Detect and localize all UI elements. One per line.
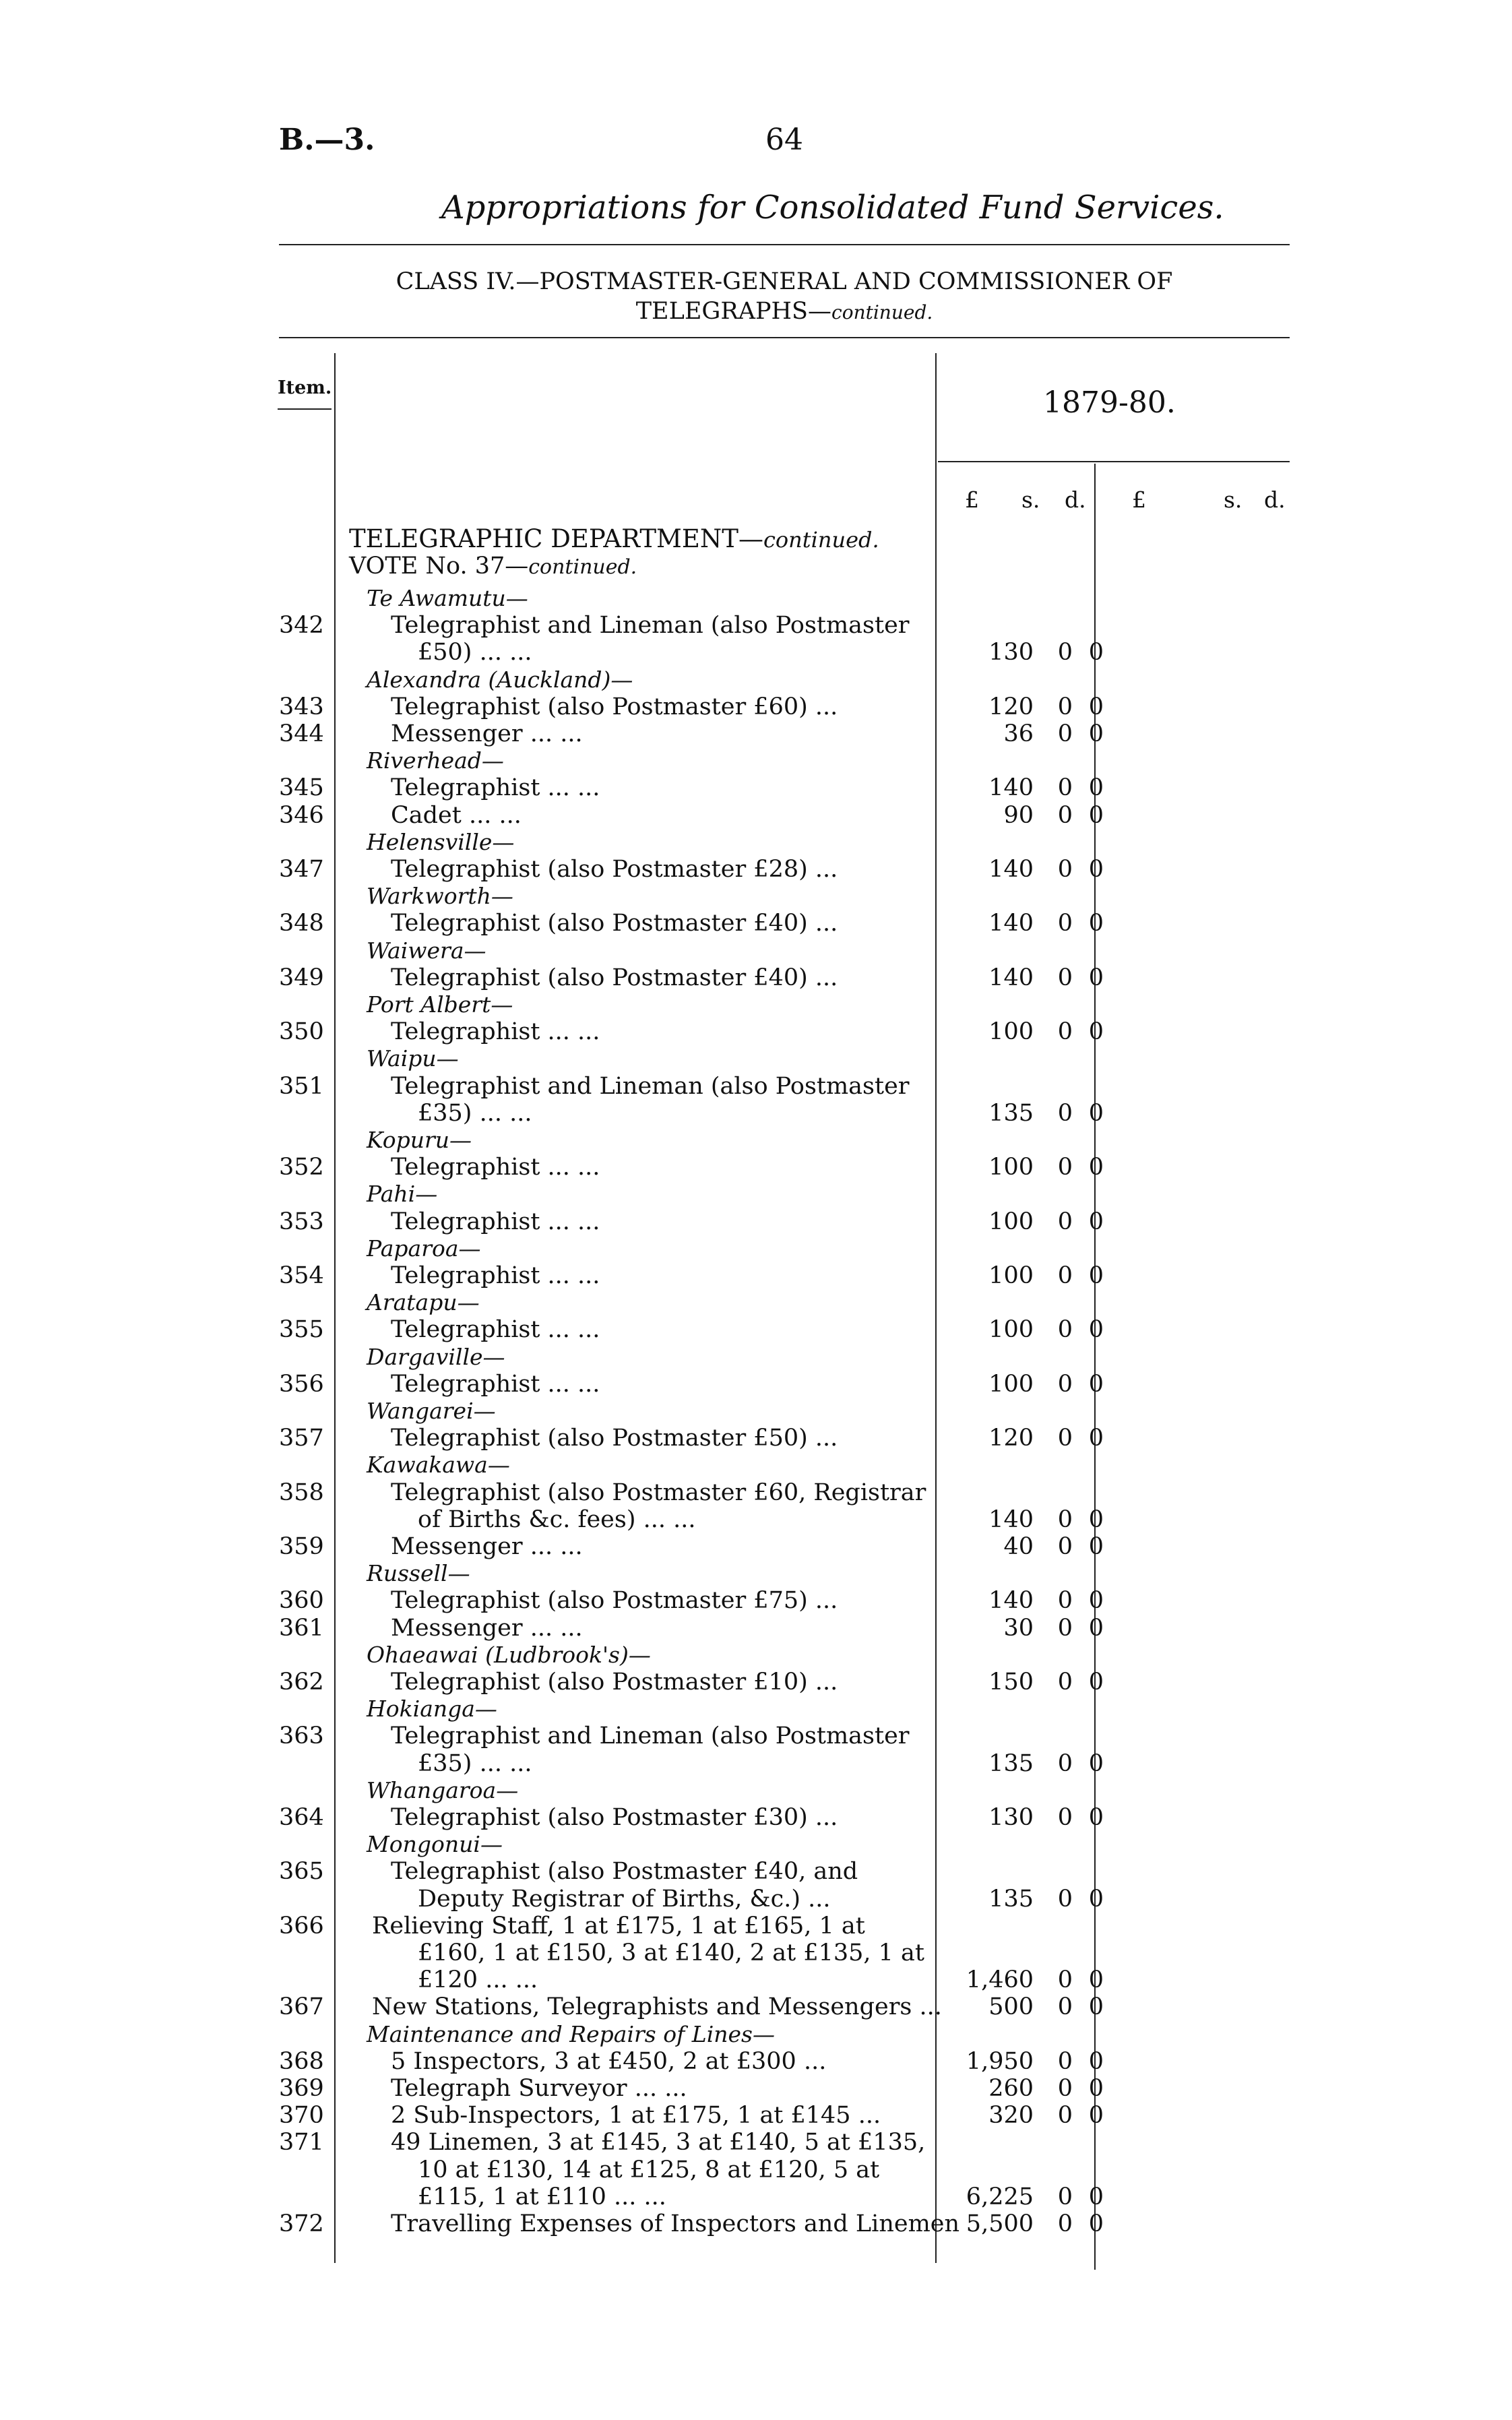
item-amount xyxy=(941,1750,1104,1777)
item-column-header: Item. xyxy=(278,377,332,398)
amount-pence: 0 xyxy=(1088,2075,1104,2102)
item-description: 10 at £130, 14 at £125, 8 at £120, 5 at xyxy=(418,2156,880,2183)
item-number: 344 xyxy=(279,720,324,747)
item-amount xyxy=(941,1154,1104,1181)
item-description: Telegraphist and Lineman (also Postmaster xyxy=(391,612,910,640)
location-heading: Alexandra (Auckland)— xyxy=(367,666,633,693)
year-header: 1879-80. xyxy=(1043,385,1176,420)
item-description: Telegraphist (also Postmaster £40) ... xyxy=(391,910,838,937)
amount-pounds: 100 xyxy=(988,1370,1034,1398)
amount-shillings: 0 xyxy=(1057,1966,1073,1994)
item-number: 365 xyxy=(279,1858,324,1886)
amount-pence: 0 xyxy=(1088,2047,1104,2075)
item-description: £35) ... ... xyxy=(418,1099,532,1127)
item-amount xyxy=(941,1587,1104,1614)
location-heading: Whangaroa— xyxy=(367,1776,519,1803)
item-number: 350 xyxy=(279,1018,324,1046)
amount-pence: 0 xyxy=(1088,693,1104,720)
amount-shillings: 0 xyxy=(1057,2047,1073,2075)
item-description: Telegraphist (also Postmaster £40, and xyxy=(391,1858,858,1886)
amount-shillings: 0 xyxy=(1057,720,1073,747)
vote-heading-main: VOTE No. 37— xyxy=(349,553,529,580)
amount-shillings: 0 xyxy=(1057,1099,1073,1127)
item-number: 351 xyxy=(279,1072,324,1100)
item-description: Telegraphist (also Postmaster £30) ... xyxy=(391,1804,838,1831)
location-heading: Riverhead— xyxy=(367,747,504,774)
amount-pounds: 135 xyxy=(988,1099,1034,1127)
item-description: Messenger ... ... xyxy=(391,720,583,747)
location-heading: Wangarei— xyxy=(367,1398,496,1424)
item-description: Telegraphist ... ... xyxy=(391,1208,600,1235)
amount-shillings: 0 xyxy=(1057,693,1073,720)
amount-pence: 0 xyxy=(1088,1533,1104,1560)
amount-shillings: 0 xyxy=(1057,1262,1073,1289)
item-description: Cadet ... ... xyxy=(391,801,522,829)
item-amount xyxy=(941,910,1104,937)
amount-pence: 0 xyxy=(1088,1262,1104,1289)
location-heading: Waipu— xyxy=(367,1045,459,1072)
title-rule xyxy=(279,244,1290,245)
item-number: 362 xyxy=(279,1669,324,1696)
item-amount xyxy=(941,1018,1104,1045)
location-heading: Maintenance and Repairs of Lines— xyxy=(367,2020,775,2047)
item-description: Telegraphist ... ... xyxy=(391,1018,600,1046)
amount-pounds: 90 xyxy=(1003,801,1034,829)
item-amount xyxy=(941,1615,1104,1642)
location-heading: Pahi— xyxy=(367,1181,438,1208)
amount-pence: 0 xyxy=(1088,964,1104,991)
amount-shillings: 0 xyxy=(1057,1425,1073,1452)
item-number: 364 xyxy=(279,1804,324,1831)
item-amount xyxy=(941,964,1104,991)
location-heading: Hokianga— xyxy=(367,1696,497,1723)
item-number: 346 xyxy=(279,801,324,829)
item-description: New Stations, Telegraphists and Messengers ... xyxy=(372,1993,942,2021)
item-amount xyxy=(941,1262,1104,1289)
item-amount xyxy=(941,2183,1104,2210)
item-description: Telegraphist ... ... xyxy=(391,1370,600,1398)
amount-shillings: 0 xyxy=(1057,801,1073,829)
item-number: 371 xyxy=(279,2129,324,2157)
amount-shillings: 0 xyxy=(1057,774,1073,802)
amount-pence: 0 xyxy=(1088,1804,1104,1831)
location-heading: Mongonui— xyxy=(367,1831,503,1858)
vote-heading-italic: continued. xyxy=(528,555,637,579)
amount-pounds: 260 xyxy=(988,2075,1034,2102)
amount-pounds: 140 xyxy=(988,1587,1034,1615)
shilling-column-header-2: s. xyxy=(1224,487,1242,513)
amount-shillings: 0 xyxy=(1057,1804,1073,1831)
amount-shillings: 0 xyxy=(1057,2075,1073,2102)
item-description: Telegraphist (also Postmaster £60, Registrar xyxy=(391,1479,926,1506)
location-heading: Russell— xyxy=(367,1560,470,1587)
amount-pence: 0 xyxy=(1088,1316,1104,1344)
item-description: Telegraphist ... ... xyxy=(391,1262,600,1289)
item-amount xyxy=(941,802,1104,829)
amount-pence: 0 xyxy=(1088,2183,1104,2210)
item-number: 356 xyxy=(279,1370,324,1398)
item-number: 347 xyxy=(279,856,324,883)
item-amount xyxy=(941,2075,1104,2102)
location-heading: Paparoa— xyxy=(367,1235,481,1262)
item-description: Relieving Staff, 1 at £175, 1 at £165, 1 at xyxy=(372,1912,865,1940)
department-heading-italic: continued. xyxy=(763,527,879,553)
item-amount xyxy=(941,1371,1104,1398)
item-description: 5 Inspectors, 3 at £450, 2 at £300 ... xyxy=(391,2047,827,2075)
amount-shillings: 0 xyxy=(1057,2102,1073,2130)
item-amount xyxy=(941,1100,1104,1127)
item-number: 366 xyxy=(279,1912,324,1940)
item-description: £115, 1 at £110 ... ... xyxy=(418,2183,666,2210)
item-number: 354 xyxy=(279,1262,324,1289)
item-number: 367 xyxy=(279,1993,324,2021)
amount-shillings: 0 xyxy=(1057,1533,1073,1560)
item-number: 359 xyxy=(279,1533,324,1560)
amount-pounds: 100 xyxy=(988,1208,1034,1235)
item-amount xyxy=(941,1993,1104,2020)
item-number: 358 xyxy=(279,1479,324,1506)
item-amount xyxy=(941,639,1104,666)
item-description: Deputy Registrar of Births, &c.) ... xyxy=(418,1885,831,1913)
amount-pounds: 140 xyxy=(988,774,1034,802)
item-amount xyxy=(941,1669,1104,1696)
class-heading xyxy=(279,267,1290,328)
item-number: 355 xyxy=(279,1316,324,1344)
amount-pence: 0 xyxy=(1088,1370,1104,1398)
vote-heading xyxy=(349,553,637,580)
item-description: Telegraphist ... ... xyxy=(391,774,600,802)
item-amount xyxy=(941,1804,1104,1831)
amount-pence: 0 xyxy=(1088,1099,1104,1127)
amount-pounds: 1,460 xyxy=(966,1966,1034,1994)
amount-pounds: 30 xyxy=(1003,1614,1034,1642)
item-header-underline xyxy=(278,408,332,410)
pence-column-header: d. xyxy=(1065,487,1086,513)
amount-pounds: 40 xyxy=(1003,1533,1034,1560)
location-heading: Te Awamutu— xyxy=(367,585,528,611)
item-description: Telegraphist ... ... xyxy=(391,1154,600,1181)
item-number: 342 xyxy=(279,612,324,640)
item-description: £160, 1 at £150, 3 at £140, 2 at £135, 1 at xyxy=(418,1940,924,1966)
pound-column-header: £ xyxy=(965,487,979,513)
amount-shillings: 0 xyxy=(1057,856,1073,883)
pence-column-header-2: d. xyxy=(1264,487,1286,513)
location-heading: Waiwera— xyxy=(367,937,486,964)
amount-shillings: 0 xyxy=(1057,1749,1073,1777)
amount-shillings: 0 xyxy=(1057,1993,1073,2021)
amount-shillings: 0 xyxy=(1057,639,1073,666)
item-amount xyxy=(941,1208,1104,1235)
description-column-rule xyxy=(935,353,937,2263)
item-description: Telegraphist (also Postmaster £50) ... xyxy=(391,1425,838,1452)
amount-pounds: 100 xyxy=(988,1154,1034,1181)
amount-pence: 0 xyxy=(1088,720,1104,747)
amount-pence: 0 xyxy=(1088,1018,1104,1046)
item-number: 352 xyxy=(279,1154,324,1181)
location-heading: Kawakawa— xyxy=(367,1452,510,1479)
item-description: 49 Linemen, 3 at £145, 3 at £140, 5 at £135, xyxy=(391,2129,926,2157)
item-number: 370 xyxy=(279,2102,324,2130)
document-ref: B.—3. xyxy=(279,123,375,157)
class-heading-line2 xyxy=(279,297,1290,328)
amount-pence: 0 xyxy=(1088,1885,1104,1913)
location-heading: Aratapu— xyxy=(367,1289,480,1316)
item-description: Telegraphist (also Postmaster £40) ... xyxy=(391,964,838,991)
amount-shillings: 0 xyxy=(1057,1885,1073,1913)
item-amount xyxy=(941,1506,1104,1533)
item-amount xyxy=(941,720,1104,747)
amount-pence: 0 xyxy=(1088,801,1104,829)
amount-pounds: 140 xyxy=(988,1506,1034,1533)
item-amount xyxy=(941,1533,1104,1560)
amount-pounds: 140 xyxy=(988,910,1034,937)
amount-shillings: 0 xyxy=(1057,1018,1073,1046)
amount-pounds: 500 xyxy=(988,1993,1034,2021)
item-description: Messenger ... ... xyxy=(391,1614,583,1642)
year-rule xyxy=(938,461,1290,462)
amount-pounds: 140 xyxy=(988,964,1034,991)
item-description: £35) ... ... xyxy=(418,1749,532,1777)
amount-pounds: 6,225 xyxy=(966,2183,1034,2210)
amount-pounds: 1,950 xyxy=(966,2047,1034,2075)
page-number: 64 xyxy=(765,123,803,157)
amount-pence: 0 xyxy=(1088,1614,1104,1642)
item-number: 343 xyxy=(279,693,324,720)
item-number: 357 xyxy=(279,1425,324,1452)
location-heading: Warkworth— xyxy=(367,883,513,910)
class-heading-line2-main: TELEGRAPHS— xyxy=(635,298,832,325)
class-heading-line2-italic: continued. xyxy=(831,301,933,323)
amount-pence: 0 xyxy=(1088,1154,1104,1181)
amount-pounds: 120 xyxy=(988,693,1034,720)
item-column-rule xyxy=(334,353,336,2263)
amount-shillings: 0 xyxy=(1057,2210,1073,2237)
department-heading-main: TELEGRAPHIC DEPARTMENT— xyxy=(349,524,763,553)
amount-pounds: 140 xyxy=(988,856,1034,883)
amount-pence: 0 xyxy=(1088,639,1104,666)
location-heading: Dargaville— xyxy=(367,1343,505,1370)
item-amount xyxy=(941,1316,1104,1343)
amount-pounds: 130 xyxy=(988,1804,1034,1831)
pound-column-header-2: £ xyxy=(1132,487,1146,513)
amount-pence: 0 xyxy=(1088,1506,1104,1533)
department-heading xyxy=(349,524,879,553)
amount-pounds: 100 xyxy=(988,1018,1034,1046)
item-amount xyxy=(941,2048,1104,2075)
amount-shillings: 0 xyxy=(1057,1587,1073,1615)
item-number: 361 xyxy=(279,1614,324,1642)
amount-pounds: 150 xyxy=(988,1669,1034,1696)
item-description: Telegraphist and Lineman (also Postmaster xyxy=(391,1723,910,1750)
item-number: 368 xyxy=(279,2047,324,2075)
item-description: of Births &c. fees) ... ... xyxy=(418,1506,696,1533)
amount-shillings: 0 xyxy=(1057,1370,1073,1398)
item-description: Telegraphist (also Postmaster £10) ... xyxy=(391,1669,838,1696)
item-number: 345 xyxy=(279,774,324,802)
location-heading: Ohaeawai (Ludbrook's)— xyxy=(367,1641,651,1668)
amount-pence: 0 xyxy=(1088,1993,1104,2021)
item-description: Telegraph Surveyor ... ... xyxy=(391,2075,687,2102)
item-amount xyxy=(941,1886,1104,1913)
amount-pounds: 135 xyxy=(988,1749,1034,1777)
amount-pence: 0 xyxy=(1088,856,1104,883)
amount-pence: 0 xyxy=(1088,1749,1104,1777)
amount-pounds: 135 xyxy=(988,1885,1034,1913)
amount-shillings: 0 xyxy=(1057,1614,1073,1642)
amount-shillings: 0 xyxy=(1057,2183,1073,2210)
item-amount xyxy=(941,1966,1104,1993)
amount-pounds: 36 xyxy=(1003,720,1034,747)
amount-pounds: 5,500 xyxy=(966,2210,1034,2237)
class-heading-line1: CLASS IV.—POSTMASTER-GENERAL AND COMMISSIONER OF xyxy=(396,268,1173,295)
amount-pounds: 320 xyxy=(988,2102,1034,2130)
amount-pounds: 130 xyxy=(988,639,1034,666)
amount-shillings: 0 xyxy=(1057,1208,1073,1235)
shilling-column-header: s. xyxy=(1021,487,1040,513)
item-amount xyxy=(941,693,1104,720)
item-description: Telegraphist and Lineman (also Postmaster xyxy=(391,1072,910,1100)
item-description: Telegraphist (also Postmaster £75) ... xyxy=(391,1587,838,1615)
item-description: Telegraphist (also Postmaster £60) ... xyxy=(391,693,838,720)
amount-pence: 0 xyxy=(1088,1208,1104,1235)
item-number: 349 xyxy=(279,964,324,991)
item-number: 369 xyxy=(279,2075,324,2102)
item-amount xyxy=(941,774,1104,801)
item-number: 348 xyxy=(279,910,324,937)
amount-shillings: 0 xyxy=(1057,1316,1073,1344)
item-number: 360 xyxy=(279,1587,324,1615)
item-number: 363 xyxy=(279,1723,324,1750)
amount-shillings: 0 xyxy=(1057,910,1073,937)
item-amount xyxy=(941,1425,1104,1452)
item-amount xyxy=(941,2102,1104,2129)
amount-pence: 0 xyxy=(1088,2210,1104,2237)
location-heading: Kopuru— xyxy=(367,1127,472,1153)
location-heading: Helensville— xyxy=(367,828,515,855)
item-description: Telegraphist ... ... xyxy=(391,1316,600,1344)
amount-pence: 0 xyxy=(1088,2102,1104,2130)
item-description: £120 ... ... xyxy=(418,1966,538,1994)
amount-pence: 0 xyxy=(1088,774,1104,802)
item-description: Telegraphist (also Postmaster £28) ... xyxy=(391,856,838,883)
amount-pounds: 120 xyxy=(988,1425,1034,1452)
location-heading: Port Albert— xyxy=(367,991,513,1018)
item-description: 2 Sub-Inspectors, 1 at £175, 1 at £145 ... xyxy=(391,2102,881,2130)
item-number: 372 xyxy=(279,2210,324,2237)
item-amount xyxy=(941,2210,1104,2237)
item-amount xyxy=(941,856,1104,883)
amount-pence: 0 xyxy=(1088,910,1104,937)
amount-pence: 0 xyxy=(1088,1425,1104,1452)
page-title: Appropriations for Consolidated Fund Services. xyxy=(441,189,1224,226)
item-number: 353 xyxy=(279,1208,324,1235)
item-description: Messenger ... ... xyxy=(391,1533,583,1560)
item-description: £50) ... ... xyxy=(418,639,532,666)
amount-pence: 0 xyxy=(1088,1669,1104,1696)
amount-pounds: 100 xyxy=(988,1316,1034,1344)
amount-shillings: 0 xyxy=(1057,1154,1073,1181)
item-description: Travelling Expenses of Inspectors and Linemen xyxy=(391,2210,960,2237)
amount-pounds: 100 xyxy=(988,1262,1034,1289)
amount-pence: 0 xyxy=(1088,1966,1104,1994)
amount-shillings: 0 xyxy=(1057,964,1073,991)
amount-shillings: 0 xyxy=(1057,1506,1073,1533)
amount-pence: 0 xyxy=(1088,1587,1104,1615)
amount-shillings: 0 xyxy=(1057,1669,1073,1696)
table-top-rule xyxy=(279,337,1290,338)
